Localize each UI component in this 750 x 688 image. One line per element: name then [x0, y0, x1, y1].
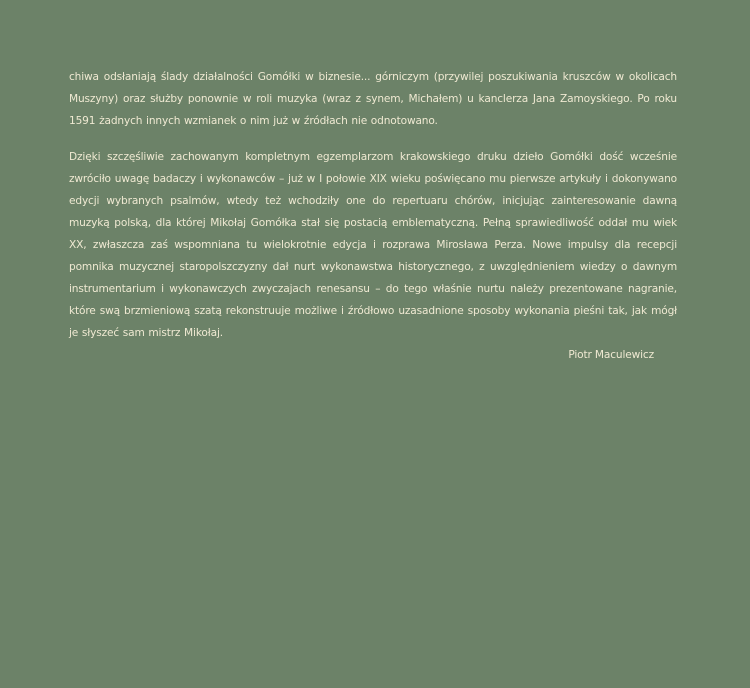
paragraph-gomolka-later-life: chiwa odsłaniają ślady działalności Gomółki w biznesie... górniczym (przywilej poszukiwania kruszców w okolicach Muszyny) oraz służby ponownie w roli muzyka (wraz z synem, Michałem) u kanclerza Jana Zamoyskiego. Po roku 1591 żadnych innych wzmianek o nim już w źródłach nie odnotowano. — [69, 71, 677, 127]
author-signature: Piotr Maculewicz — [568, 349, 654, 361]
paragraph-reception-history: Dzięki szczęśliwie zachowanym kompletnym egzemplarzom krakowskiego druku dzieło Gomółki dość wcześnie zwróciło uwagę badaczy i wykonawców – już w I połowie XIX wieku poświęcano mu pierwsze artykuły i dokonywano edycji wybranych psalmów, wtedy też wchodziły one do repertuaru chórów, inicjując zainteresowanie dawną muzyką polską, dla której Mikołaj Gomółka stał się postacią emblematyczną. Pełną sprawiedliwość oddał mu wiek XX, zwłaszcza zaś wspomniana tu wielokrotnie edycja i rozprawa Mirosława Perza. Nowe impulsy dla recepcji pomnika muzycznej staropolszczyzny dał nurt wykonawstwa historycznego, z uwzględnieniem wiedzy o dawnym instrumentarium i wykonawczych zwyczajach renesansu – do tego właśnie nurtu należy prezentowane nagranie, które swą brzmieniową szatą rekonstruuje możliwe i źródłowo uzasadnione sposoby wykonania pieśni tak, jak mógł je słyszeć sam mistrz Mikołaj. — [69, 151, 677, 339]
document-page — [69, 66, 677, 366]
